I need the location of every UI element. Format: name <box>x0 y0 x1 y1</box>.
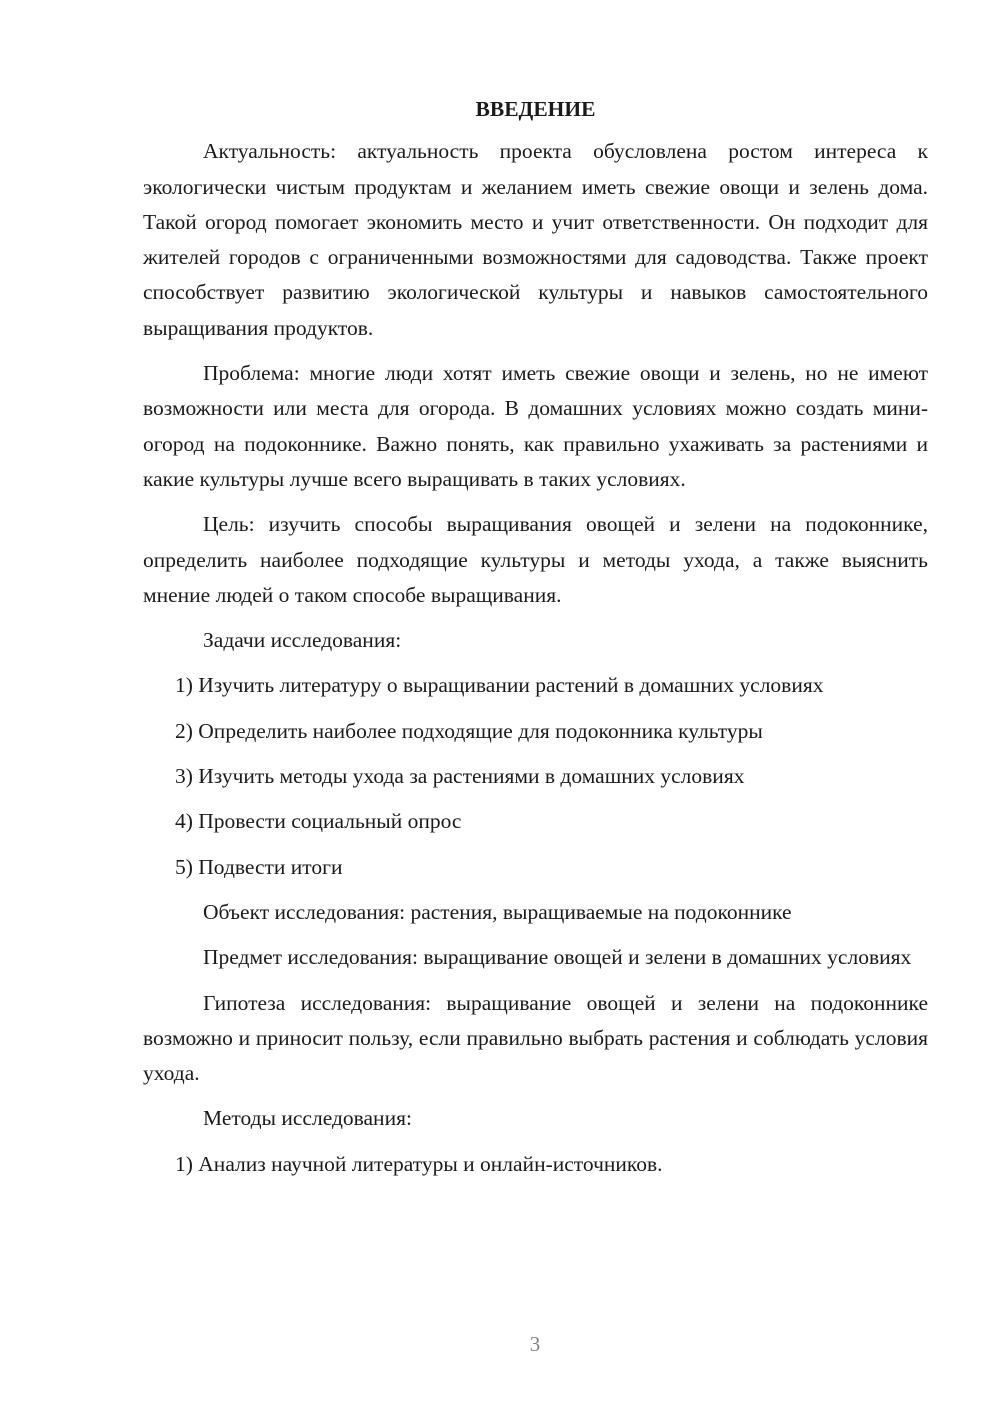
goal-paragraph: Цель: изучить способы выращивания овощей и зелени на подоконнике, определить наиболее подходящие культуры и методы ухода, а также выяснить мнение людей о таком способе выращивания. <box>143 512 928 607</box>
task-item: 2) Определить наиболее подходящие для подоконника культуры <box>175 718 763 743</box>
section-heading: ВВЕДЕНИЕ <box>475 97 596 121</box>
method-item: 1) Анализ научной литературы и онлайн-источников. <box>175 1151 663 1176</box>
task-item: 1) Изучить литературу о выращивании растений в домашних условиях <box>175 673 824 698</box>
tasks-title: Задачи исследования: <box>203 628 402 653</box>
hypothesis-paragraph: Гипотеза исследования: выращивание овощей и зелени на подоконнике возможно и приносит пользу, если правильно выбрать растения и соблюдать условия ухода. <box>143 990 928 1086</box>
page-number: 3 <box>529 1332 541 1356</box>
problem-paragraph: Проблема: многие люди хотят иметь свежие овощи и зелень, но не имеют возможности или места для огорода. В домашних условиях можно создать мини-огород на подоконнике. Важно понять, как правильно ухаживать за растениями и какие культуры лучше всего выращивать в таких условиях. <box>143 361 928 491</box>
subject-paragraph: Предмет исследования: выращивание овощей и зелени в домашних условиях <box>203 945 912 970</box>
page-content <box>143 92 928 1192</box>
task-item: 3) Изучить методы ухода за растениями в домашних условиях <box>175 764 745 789</box>
task-item: 5) Подвести итоги <box>175 854 343 879</box>
object-paragraph: Объект исследования: растения, выращиваемые на подоконнике <box>203 899 792 924</box>
relevance-paragraph: Актуальность: актуальность проекта обусловлена ростом интереса к экологически чистым продуктам и желанием иметь свежие овощи и зелень дома. Такой огород помогает экономить место и учит ответственности. Он подходит для жителей городов с ограниченными возможностями для садоводства. Также проект способствует развитию экологической культуры и навыков самостоятельного выращивания продуктов. <box>143 139 928 340</box>
methods-title: Методы исследования: <box>203 1106 412 1131</box>
task-item: 4) Провести социальный опрос <box>175 809 462 834</box>
